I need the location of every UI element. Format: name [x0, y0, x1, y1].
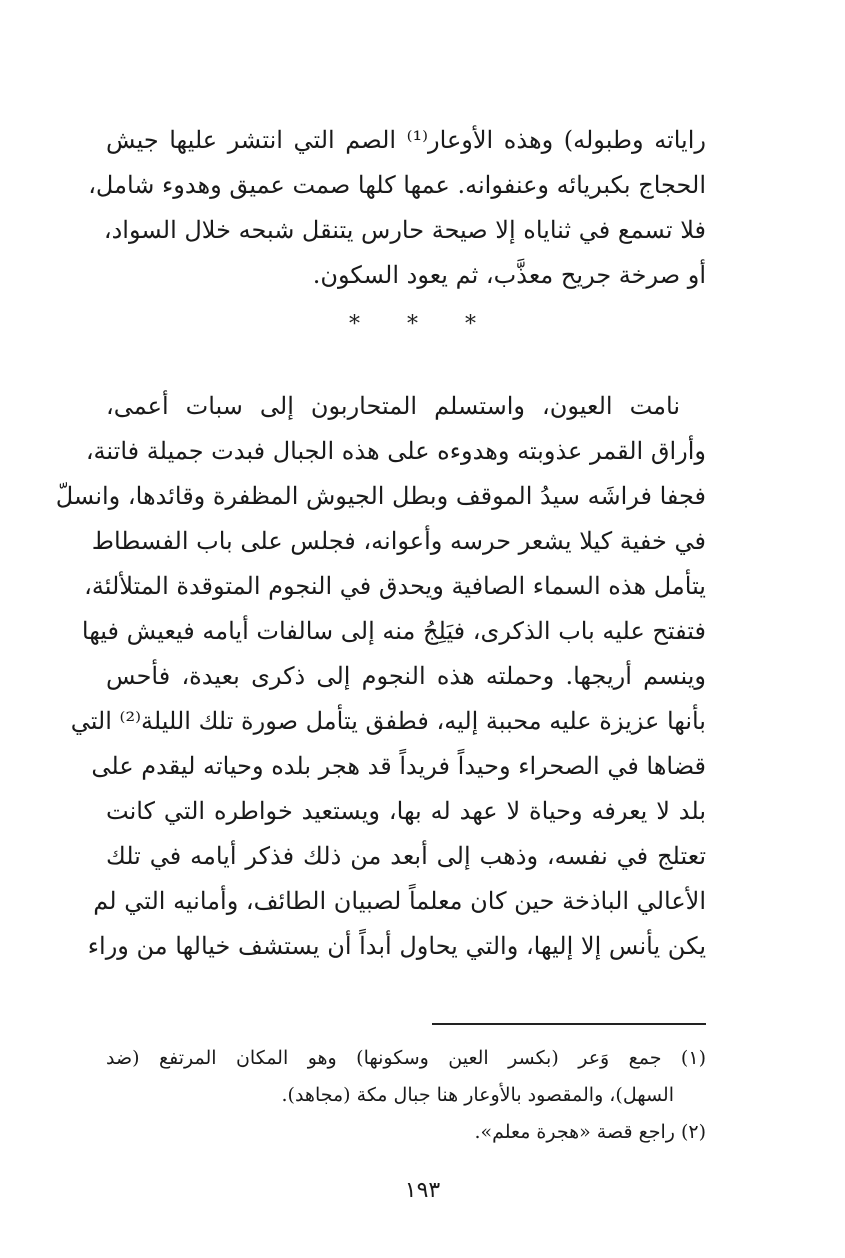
text-line: قضاها في الصحراء وحيداً فريداً قد هجر بلده وحياته ليقدم على: [91, 752, 706, 780]
text-line: بلد لا يعرفه وحياة لا عهد له بها، ويستعيد خواطره التي كانت: [106, 797, 706, 825]
text-line: الحجاج بكبريائه وعنفوانه. عمها كلها صمت عميق وهدوء شامل،: [88, 171, 706, 199]
text-line: أو صرخة جريح معذَّب، ثم يعود السكون.: [312, 261, 706, 289]
text-line: فتفتح عليه باب الذكرى، فيَلِجُ منه إلى سالفات أيامه فيعيش فيها: [81, 617, 706, 645]
footnote-divider: [432, 1023, 706, 1025]
text-line: تعتلج في نفسه، وذهب إلى أبعد من ذلك فذكر أيامه في تلك: [106, 842, 706, 870]
text-line: بأنها عزيزة عليه محببة إليه، فطفق يتأمل صورة تلك الليلة⁽²⁾ التي: [70, 707, 706, 735]
paragraph-continued: [88, 118, 706, 298]
text-line: يتأمل هذه السماء الصافية ويحدق في النجوم المتوقدة المتلألئة،: [84, 572, 706, 600]
footnote-1-continued: السهل)، والمقصود بالأوعار هنا جبال مكة (مجاهد).: [281, 1084, 674, 1106]
text-line: نامت العيون، واستسلم المتحاربون إلى سبات أعمى،: [106, 392, 680, 420]
text-line: الأعالي الباذخة حين كان معلماً لصبيان الطائف، وأمانيه التي لم: [93, 887, 706, 915]
text-line: في خفية كيلا يشعر حرسه وأعوانه، فجلس على باب الفسطاط: [91, 527, 706, 555]
footnote-1: (١) جمع وَعر (بكسر العين وسكونها) وهو المكان المرتفع (ضد: [106, 1047, 706, 1069]
footnote-2: (٢) راجع قصة «هجرة معلم».: [474, 1121, 706, 1143]
text-line: فجفا فراشَه سيدُ الموقف وبطل الجيوش المظفرة وقائدها، وانسلّ: [55, 482, 706, 510]
text-line: وأراق القمر عذوبته وهدوءه على هذه الجبال فبدت جميلة فاتنة،: [85, 437, 706, 465]
text-line: وينسم أريجها. وحملته هذه النجوم إلى ذكرى بعيدة، فأحس: [106, 662, 706, 690]
section-separator: * * *: [349, 312, 496, 337]
text-line: يكن يأنس إلا إليها، والتي يحاول أبداً أن يستشف خيالها من وراء: [87, 932, 706, 960]
paragraph-main: [55, 384, 706, 969]
page-number: ١٩٣: [404, 1178, 441, 1203]
footnotes: [106, 1040, 706, 1151]
text-line: راياته وطبوله) وهذه الأوعار⁽¹⁾ الصم التي انتشر عليها جيش: [106, 126, 706, 154]
text-line: فلا تسمع في ثناياه إلا صيحة حارس يتنقل شبحه خلال السواد،: [103, 216, 706, 244]
